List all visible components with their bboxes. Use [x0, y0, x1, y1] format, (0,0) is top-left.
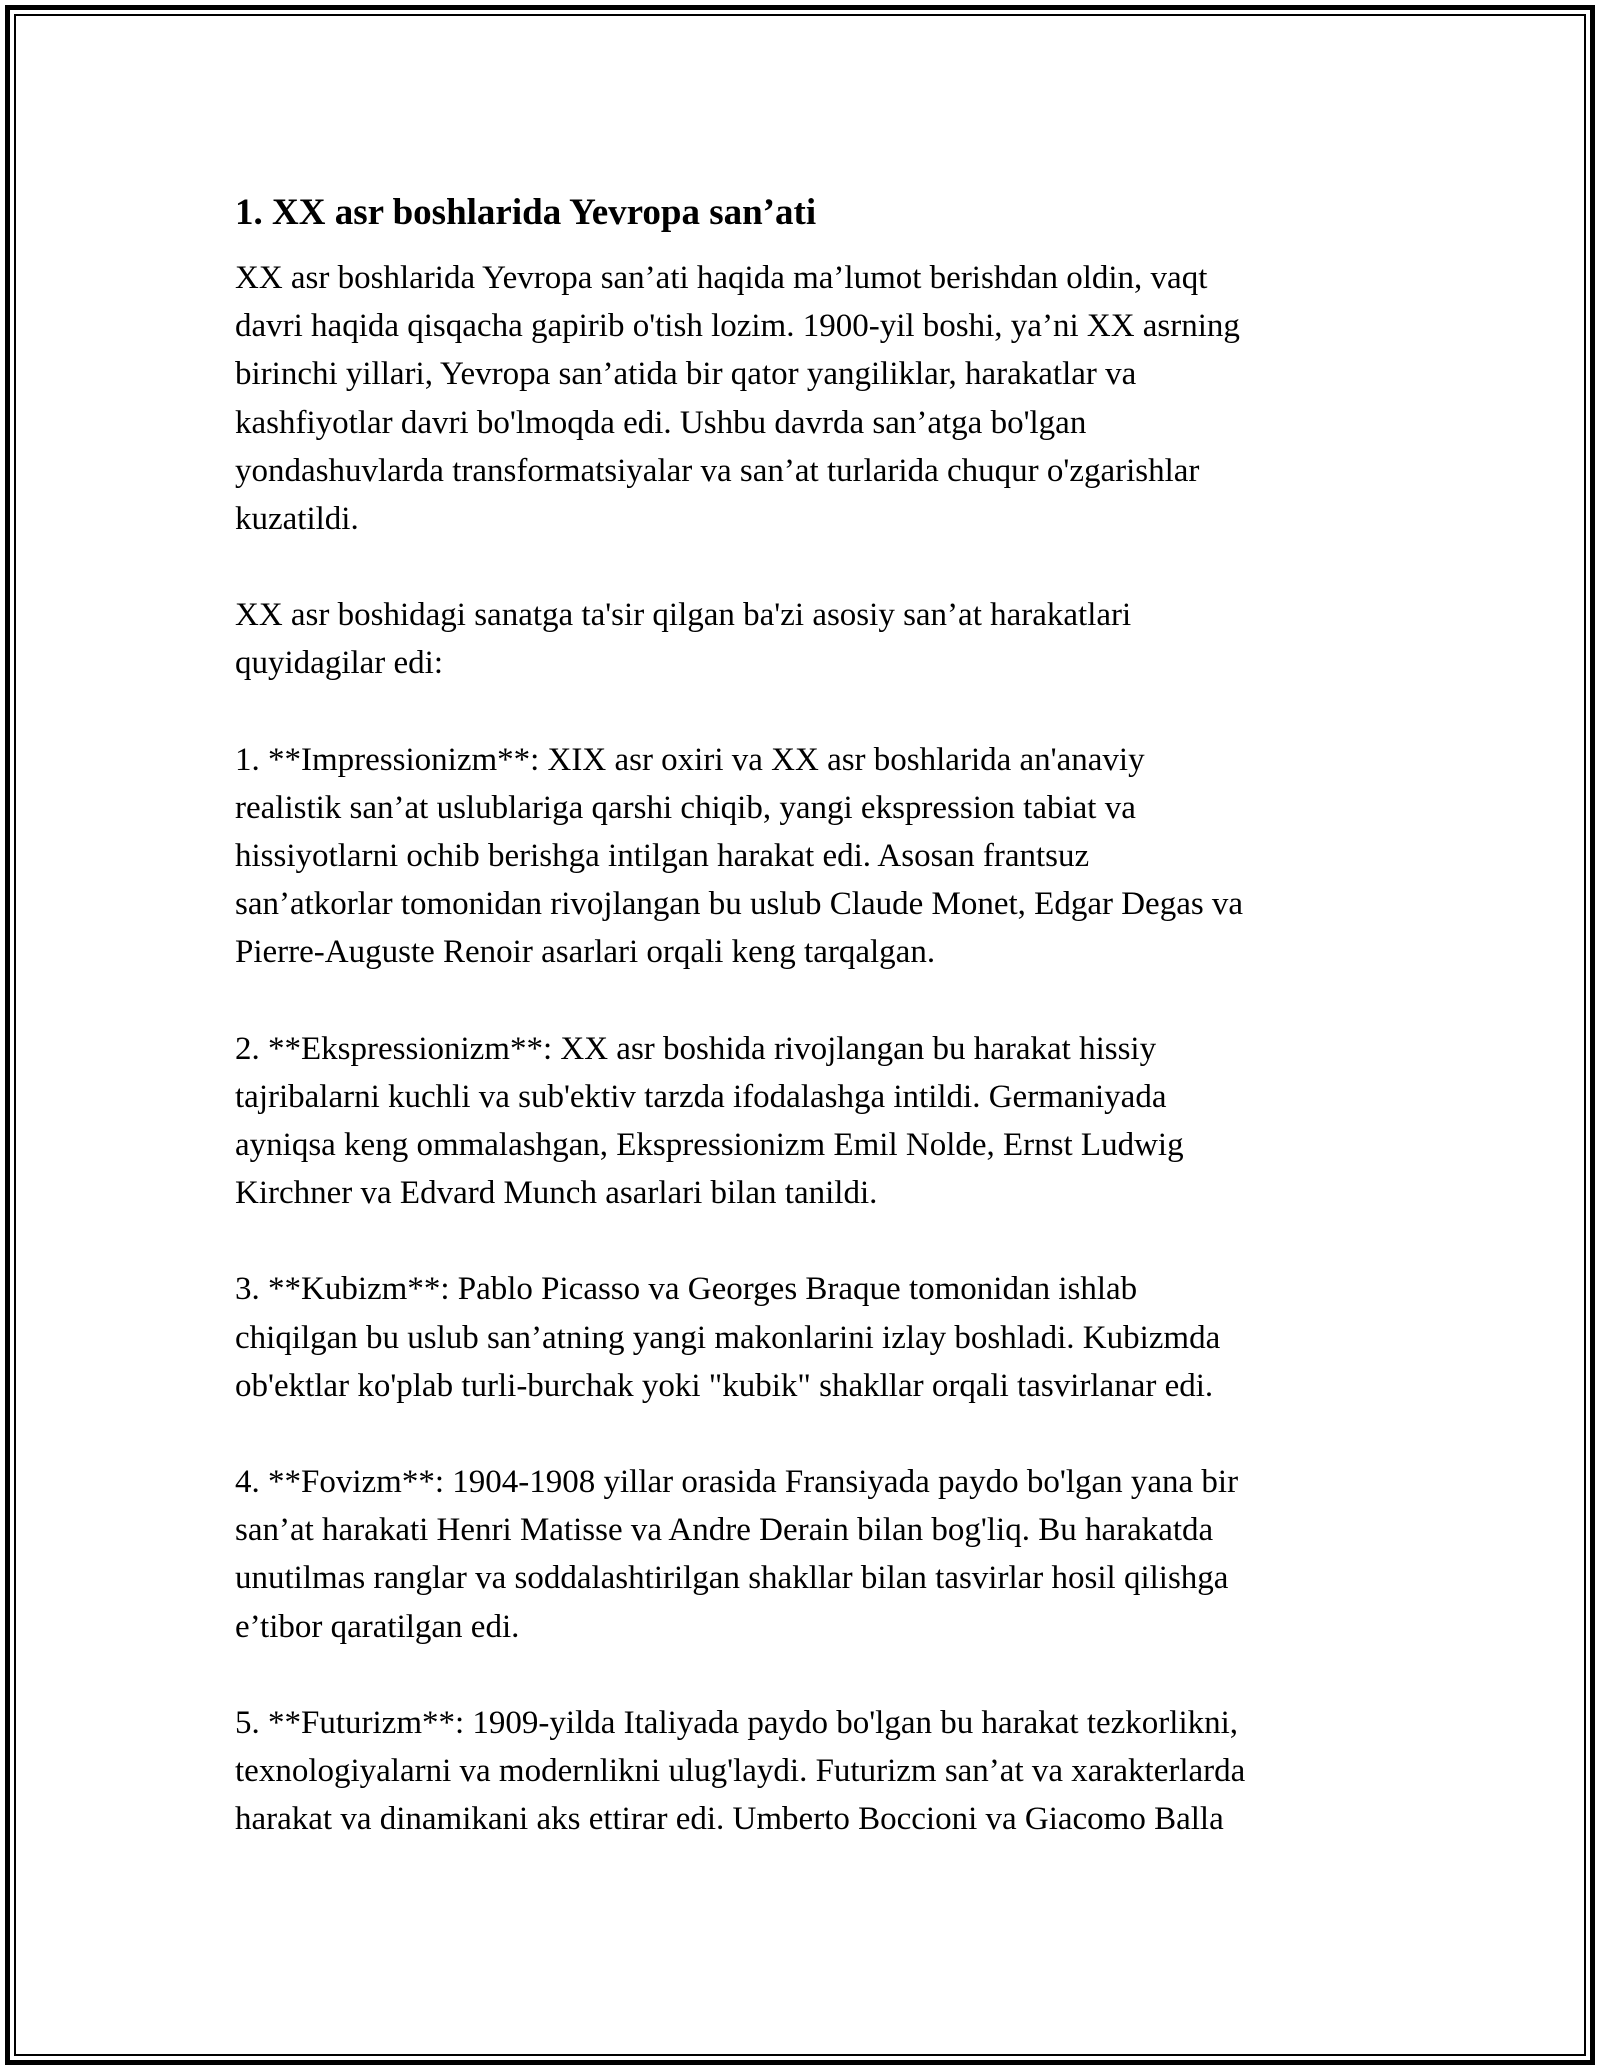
expressionism-paragraph: 2. **Ekspressionizm**: XX asr boshida rivojlangan bu harakat hissiy tajribalarni kuchli va sub'ektiv tarzda ifodalashga intildi. Germaniyada ayniqsa keng ommalashgan, Ekspressionizm Emil Nolde, Ernst Ludwig Kirchner va Edvard Munch asarlari bilan tanildi. [235, 1030, 1184, 1212]
fauvism-paragraph: 4. **Fovizm**: 1904-1908 yillar orasida Fransiyada paydo bo'lgan yana bir san’at harakati Henri Matisse va Andre Derain bilan bog'liq. Bu harakatda unutilmas ranglar va soddalashtirilgan shakllar bilan tasvirlar hosil qilishga e’tibor qaratilgan edi. [235, 1464, 1239, 1645]
movements-intro-paragraph: XX asr boshidagi sanatga ta'sir qilgan ba'zi asosiy san’at harakatlari quyidagilar edi: [235, 597, 1132, 682]
impressionism-paragraph: 1. **Impressionizm**: XIX asr oxiri va XX asr boshlarida an'anaviy realistik san’at uslublariga qarshi chiqib, yangi ekspression tabiat va hissiyotlarni ochib berishga intilgan harakat edi. Asosan frantsuz san’atkorlar tomonidan rivojlangan bu uslub Claude Monet, Edgar Degas va Pierre-Auguste Renoir asarlari orqali keng tarqalgan. [235, 741, 1244, 971]
section-heading: 1. XX asr boshlarida Yevropa san’ati [235, 192, 817, 233]
intro-paragraph: XX asr boshlarida Yevropa san’ati haqida ma’lumot berishdan oldin, vaqt davri haqida qisqacha gapirib o'tish lozim. 1900-yil boshi, ya’ni XX asrning birinchi yillari, Yevropa san’atida bir qator yangiliklar, harakatlar va kashfiyotlar davri bo'lmoqda edi. Ushbu davrda san’atga bo'lgan yondashuvlarda transformatsiyalar va san’at turlarida chuqur o'zgarishlar kuzatildi. [235, 260, 1240, 538]
futurism-paragraph: 5. **Futurizm**: 1909-yilda Italiyada paydo bo'lgan bu harakat tezkorlikni, texnologiyalarni va modernlikni ulug'laydi. Futurizm san’at va xarakterlarda harakat va dinamikani aks ettirar edi. Umberto Boccioni va Giacomo Balla [235, 1704, 1246, 1838]
cubism-paragraph: 3. **Kubizm**: Pablo Picasso va Georges Braque tomonidan ishlab chiqilgan bu uslub san’atning yangi makonlarini izlay boshladi. Kubizmda ob'ektlar ko'plab turli-burchak yoki "kubik" shakllar orqali tasvirlanar edi. [235, 1271, 1221, 1404]
document-body [235, 186, 1365, 1891]
